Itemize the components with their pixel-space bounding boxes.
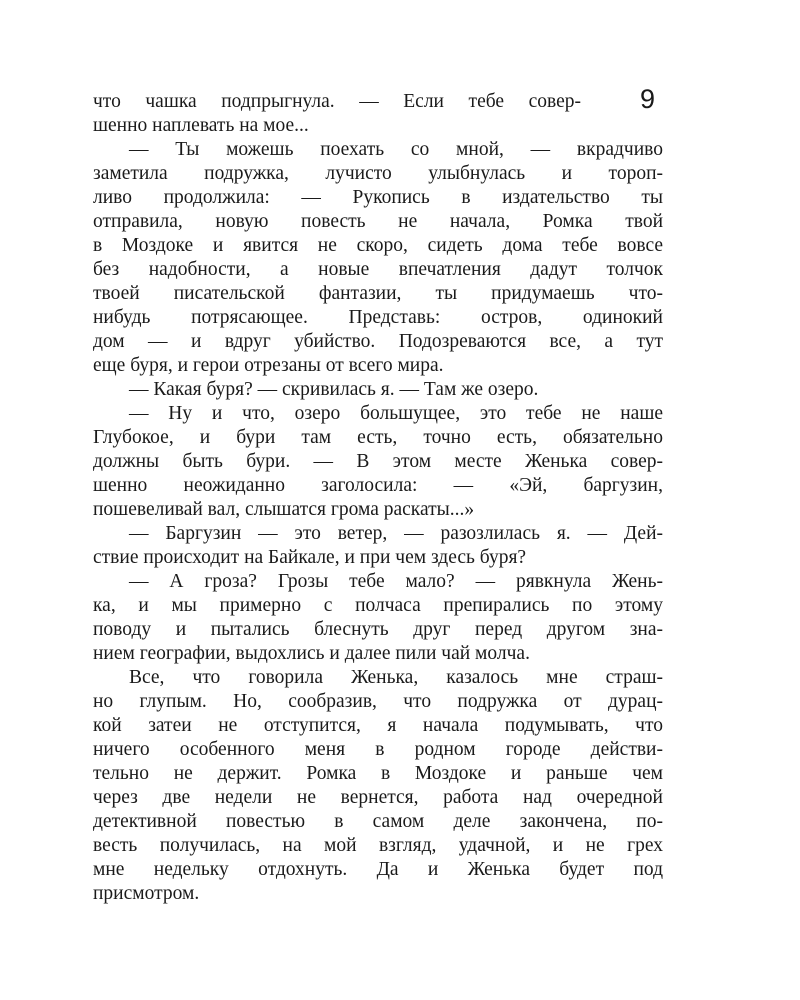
text-line: тельно не держит. Ромка в Моздоке и раньше чем <box>93 763 663 784</box>
text-line: шенно неожиданно заголосила: — «Эй, баргузин, <box>93 475 663 496</box>
text-line: без надобности, а новые впечатления дадут толчок <box>93 259 663 280</box>
text-line: весть получилась, на мой взгляд, удачной, и не грех <box>93 835 663 856</box>
text-line: заметила подружка, лучисто улыбнулась и тороп- <box>93 163 663 184</box>
text-line: поводу и пытались блеснуть друг перед другом зна- <box>93 619 663 640</box>
text-line: детективной повестью в самом деле закончена, по- <box>93 811 663 832</box>
text-line: через две недели не вернется, работа над очередной <box>93 787 663 808</box>
text-line: ливо продолжила: — Рукопись в издательство ты <box>93 187 663 208</box>
text-line: что чашка подпрыгнула. — Если тебе совер- <box>93 91 581 112</box>
text-line: мне недельку отдохнуть. Да и Женька будет под <box>93 859 663 880</box>
text-line: Все, что говорила Женька, казалось мне страш- <box>129 667 663 688</box>
text-line: пошевеливай вал, слышатся грома раскаты...» <box>93 499 475 520</box>
text-line: — Какая буря? — скривилась я. — Там же озеро. <box>129 379 539 400</box>
text-line: дом — и вдруг убийство. Подозреваются все, а тут <box>93 331 663 352</box>
text-line: — А гроза? Грозы тебе мало? — рявкнула Жень- <box>129 571 663 592</box>
text-line: должны быть бури. — В этом месте Женька совер- <box>93 451 663 472</box>
text-line: нием географии, выдохлись и далее пили чай молча. <box>93 643 530 664</box>
text-line: шенно наплевать на мое... <box>93 115 309 136</box>
text-line: отправила, новую повесть не начала, Ромка твой <box>93 211 663 232</box>
text-line: — Ну и что, озеро большущее, это тебе не наше <box>129 403 663 424</box>
text-line: ствие происходит на Байкале, и при чем здесь буря? <box>93 547 527 568</box>
text-line: Глубокое, и бури там есть, точно есть, обязательно <box>93 427 663 448</box>
text-line: присмотром. <box>93 883 200 904</box>
body-text <box>93 90 663 906</box>
text-line: но глупым. Но, сообразив, что подружка от дурац- <box>93 691 663 712</box>
text-line: кой затеи не отступится, я начала подумывать, что <box>93 715 663 736</box>
text-line: — Баргузин — это ветер, — разозлилась я. — Дей- <box>129 523 663 544</box>
text-line: еще буря, и герои отрезаны от всего мира. <box>93 355 444 376</box>
page-number: 9 <box>640 84 656 114</box>
text-line: твоей писательской фантазии, ты придумаешь что- <box>93 283 663 304</box>
text-line: — Ты можешь поехать со мной, — вкрадчиво <box>129 139 663 160</box>
text-line: нибудь потрясающее. Представь: остров, одинокий <box>93 307 663 328</box>
text-line: ка, и мы примерно с полчаса препирались по этому <box>93 595 663 616</box>
text-line: ничего особенного меня в родном городе действи- <box>93 739 663 760</box>
text-line: в Моздоке и явится не скоро, сидеть дома тебе вовсе <box>93 235 663 256</box>
